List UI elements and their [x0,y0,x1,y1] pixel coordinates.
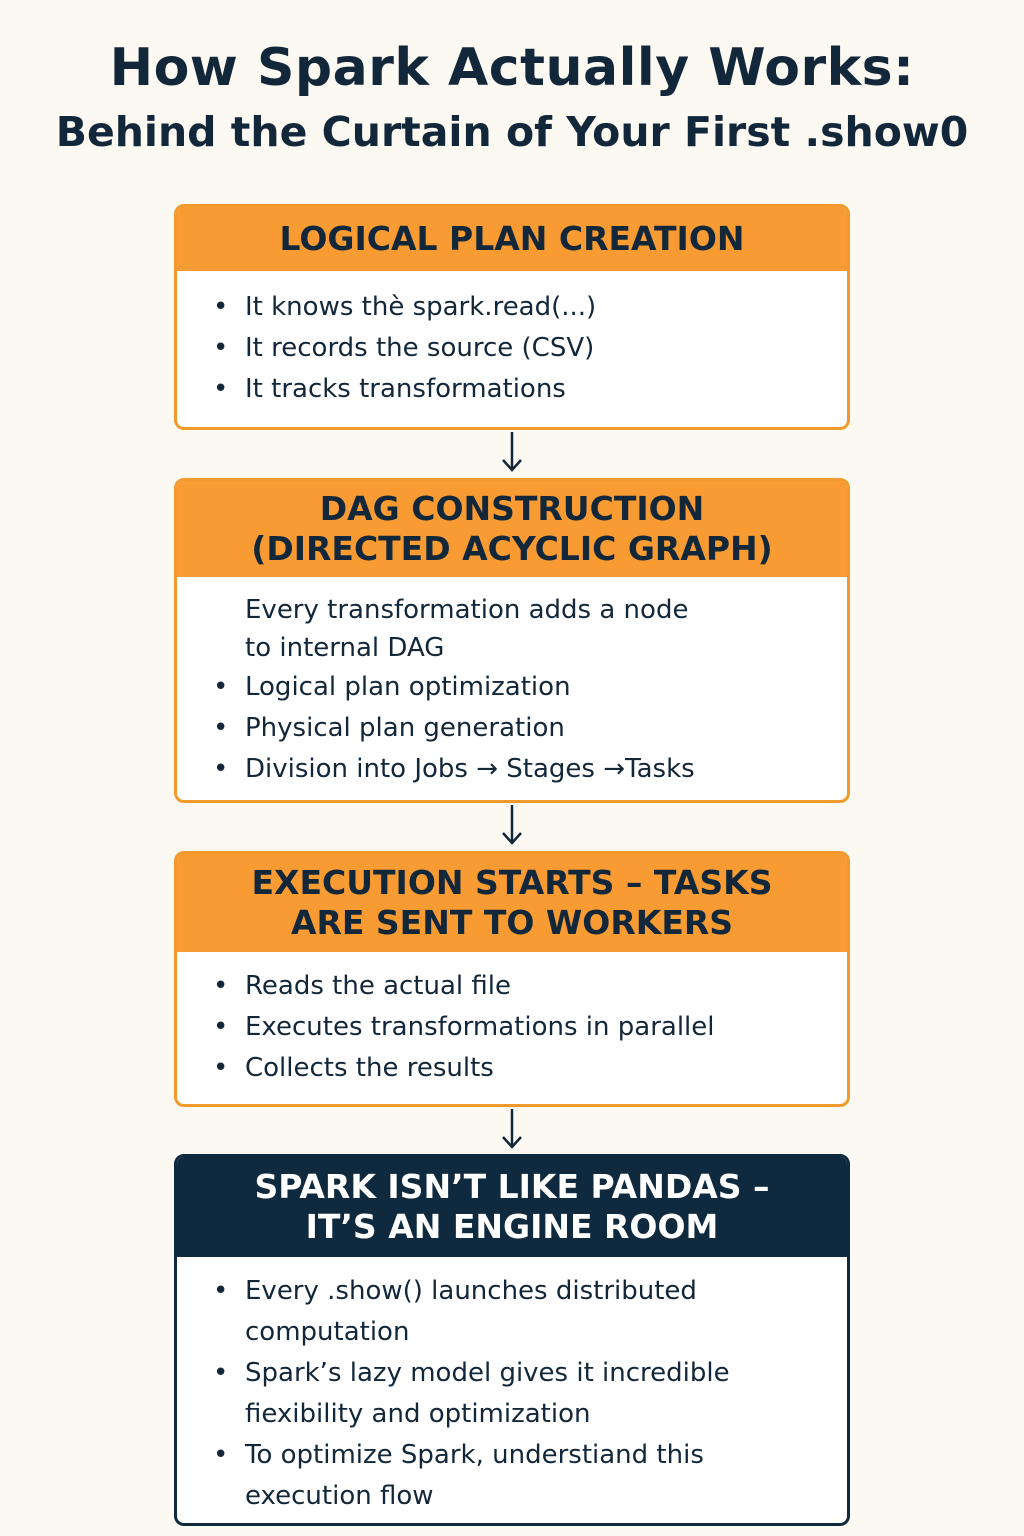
list-item: • Executes transformations in parallel [213,1007,827,1048]
arrow-down-icon [498,430,526,474]
list-item: • Logical plan optimization [213,667,827,708]
list-item: • Reads the actual file [213,966,827,1007]
list-item: • It tracks transformations [213,369,827,410]
list-item: • It records the source (CSV) [213,328,827,369]
bullet: • [213,1012,229,1042]
arrow-down-icon [498,803,526,847]
list-item: computation [245,1317,410,1347]
card-header [177,207,847,271]
card-body [177,952,847,1089]
page-subtitle: Behind the Curtain of Your First .show0 [55,108,969,156]
card-title: ARE SENT TO WORKERS [290,903,734,942]
list-item: • Physical plan generation [213,708,827,749]
card-dag-construction [174,478,850,803]
card-title: SPARK ISN’T LIKE PANDAS – [254,1167,770,1206]
card-execution-starts [174,851,850,1107]
bullet: • [213,1053,229,1083]
card-header [177,1157,847,1257]
card-title: (DIRECTED ACYCLIC GRAPH) [251,529,773,568]
list-item: • To optimize Spark, understiand this [213,1435,827,1476]
list-item: • Spark’s lazy model gives it incredible [213,1353,827,1394]
bullet: • [213,971,229,1001]
list-item: Every transformation adds a node [245,595,689,625]
card-engine-room [174,1154,850,1526]
bullet: • [213,333,229,363]
bullet: • [213,672,229,702]
bullet: • [213,713,229,743]
list-item: • Every .show() launches distributed [213,1271,827,1312]
bullet: • [213,292,229,322]
card-body [177,577,847,790]
page-title: How Spark Actually Works: [109,38,915,98]
card-logical-plan [174,204,850,430]
bullet: • [213,1440,229,1470]
list-item: • It knows thè spark.read(...) [213,287,827,328]
bullet: • [213,374,229,404]
list-item: • Division into Jobs → Stages →Tasks [213,749,827,790]
list-item: • Collects the results [213,1048,827,1089]
card-body [177,271,847,410]
card-header [177,481,847,577]
card-header [177,854,847,952]
list-item: execution flow [245,1481,434,1511]
list-item: fiexibility and optimization [245,1399,591,1429]
list-item: to internal DAG [245,633,445,663]
card-title: IT’S AN ENGINE ROOM [305,1207,719,1246]
bullet: • [213,1276,229,1306]
card-title: LOGICAL PLAN CREATION [279,219,745,258]
card-title: DAG CONSTRUCTION [319,489,705,528]
bullet: • [213,754,229,784]
bullet: • [213,1358,229,1388]
card-body [177,1257,847,1517]
arrow-down-icon [498,1107,526,1151]
card-title: EXECUTION STARTS – TASKS [251,863,773,902]
